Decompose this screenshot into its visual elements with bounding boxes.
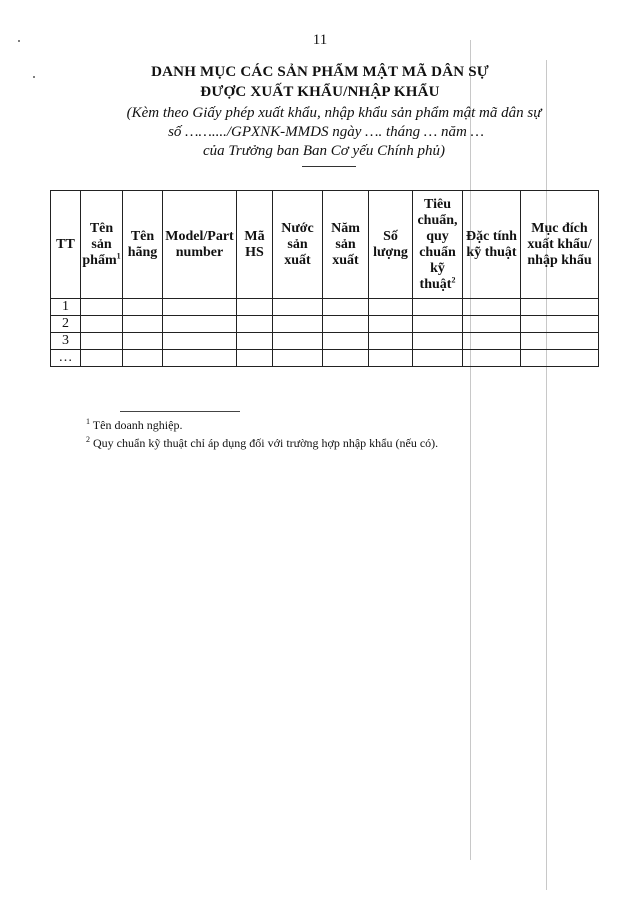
footnote-text: Quy chuẩn kỹ thuật chỉ áp dụng đối với trường hợp nhập khẩu (nếu có). [93, 436, 439, 450]
document-title-line2: ĐƯỢC XUẤT KHẨU/NHẬP KHẨU [200, 84, 440, 100]
column-header: Mã HS [237, 191, 273, 299]
product-table [50, 190, 599, 367]
table-row [51, 350, 599, 367]
row-number: 3 [51, 333, 81, 350]
table-header-row [51, 191, 599, 299]
column-header: Năm sản xuất [323, 191, 369, 299]
footnote-text: Tên doanh nghiệp. [92, 418, 183, 432]
scan-line [546, 60, 547, 890]
column-header: TT [51, 191, 81, 299]
footnote [86, 418, 182, 433]
footnote [86, 436, 438, 451]
row-number: 1 [51, 299, 81, 316]
document-subtitle-line3: của Trưởng ban Ban Cơ yếu Chính phủ) [202, 143, 446, 159]
table-row [51, 299, 599, 316]
footnote-mark: 1 [86, 417, 90, 426]
column-header: Số lượng [369, 191, 413, 299]
column-header: Tiêu chuẩn, quy chuẩn kỹ thuật$^2$ [413, 191, 463, 299]
document-subtitle-line2: số ……..../GPXNK-MMDS ngày …. tháng … năm … [168, 124, 484, 140]
column-header: Đặc tính kỹ thuật [463, 191, 521, 299]
column-header: Mục đích xuất khẩu/ nhập khẩu [521, 191, 599, 299]
column-header: Tên sản phẩm$^1$ [81, 191, 123, 299]
column-header: Tên hãng [123, 191, 163, 299]
page-number: 11 [312, 32, 328, 48]
table-row [51, 316, 599, 333]
row-number: 2 [51, 316, 81, 333]
table-row [51, 333, 599, 350]
document-title: DANH MỤC CÁC SẢN PHẨM MẬT MÃ DÂN SỰ [151, 64, 489, 80]
scan-line [470, 40, 471, 860]
row-number: … [51, 350, 81, 367]
footnote-mark: 2 [86, 435, 90, 444]
column-header: Nước sản xuất [273, 191, 323, 299]
footnote-divider [120, 411, 240, 412]
column-header: Model/Part number [163, 191, 237, 299]
title-divider [302, 166, 356, 167]
document-subtitle: (Kèm theo Giấy phép xuất khẩu, nhập khẩu sản phẩm mật mã dân sự [126, 105, 542, 121]
